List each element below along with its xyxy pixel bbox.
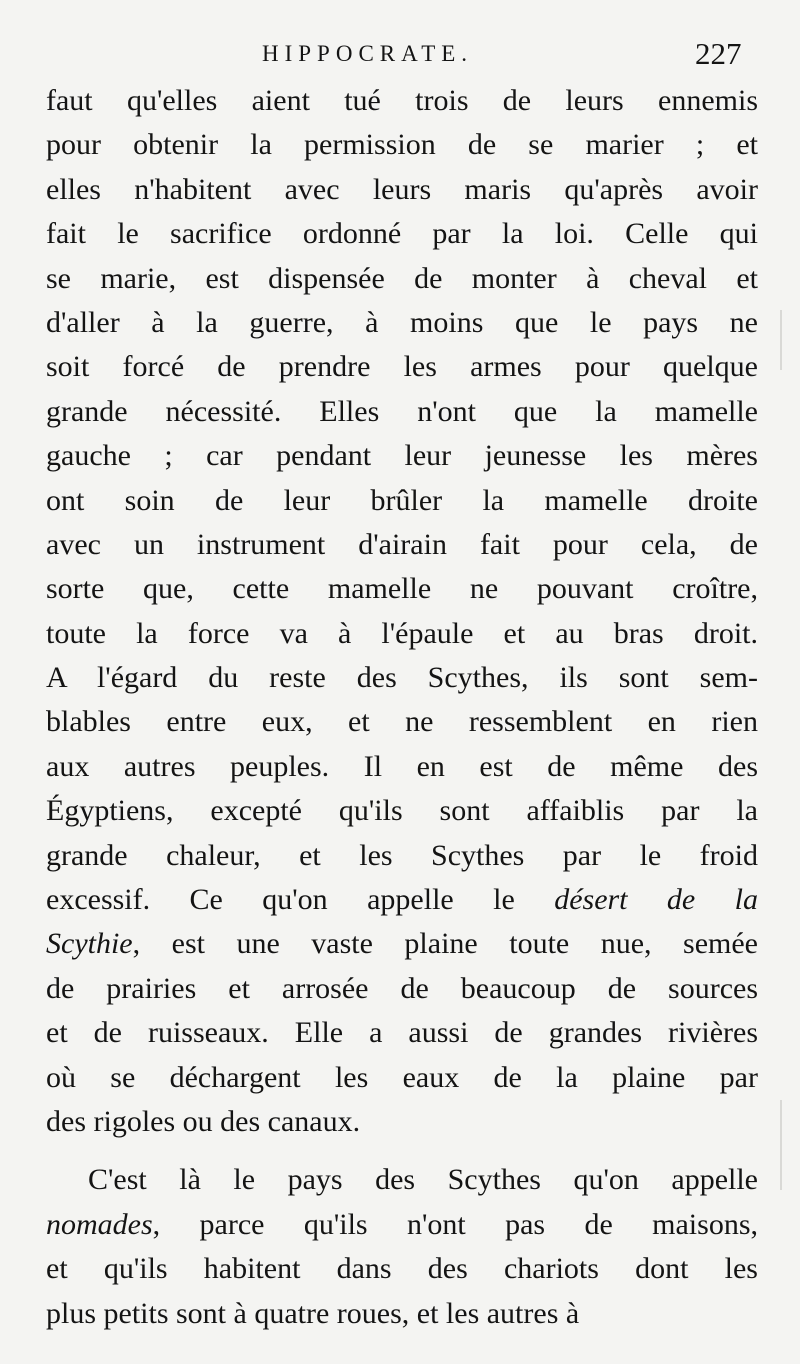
text-line (46, 612, 758, 656)
text-line (46, 1158, 758, 1202)
italic-text: Scythie (46, 927, 133, 961)
text-line (46, 1292, 758, 1336)
body-text (46, 79, 758, 1336)
margin-shadow (780, 310, 782, 370)
paragraph-gap (46, 1144, 758, 1158)
text-line (46, 1011, 758, 1055)
text-line (46, 878, 758, 922)
text-run: fait le sacrifice ordonné par la loi. Celle qui (46, 217, 758, 251)
italic-text: désert de la (554, 883, 758, 917)
text-run: gauche ; car pendant leur jeunesse les mères (46, 439, 758, 473)
text-line (46, 390, 758, 434)
text-line (46, 789, 758, 833)
text-run: se marie, est dispensée de monter à cheval et (46, 261, 758, 295)
text-line (46, 1203, 758, 1247)
text-line (46, 834, 758, 878)
text-run: sorte que, cette mamelle ne pouvant croître, (46, 572, 758, 606)
text-run: grande chaleur, et les Scythes par le froid (46, 838, 758, 872)
text-line (46, 922, 758, 966)
text-line (46, 212, 758, 256)
running-header (0, 34, 800, 74)
text-line (46, 79, 758, 123)
text-run: avec un instrument d'airain fait pour cela, de (46, 527, 758, 561)
text-run: grande nécessité. Elles n'ont que la mamelle (46, 394, 758, 428)
text-run: blables entre eux, et ne ressemblent en rien (46, 705, 758, 739)
text-run: des rigoles ou des canaux. (46, 1104, 361, 1138)
margin-shadow (780, 1100, 782, 1190)
text-run: excessif. Ce qu'on appelle le (46, 883, 555, 917)
text-run: toute la force va à l'épaule et au bras droit. (46, 616, 758, 650)
text-line (46, 301, 758, 345)
text-run: soit forcé de prendre les armes pour quelque (46, 350, 758, 384)
text-line (46, 1100, 758, 1144)
text-line (46, 523, 758, 567)
text-line (46, 967, 758, 1011)
text-line (46, 656, 758, 700)
running-title: HIPPOCRATE. (262, 41, 474, 66)
text-line (46, 434, 758, 478)
paragraph (46, 1158, 758, 1336)
text-run: où se déchargent les eaux de la plaine par (46, 1060, 758, 1094)
text-line (46, 257, 758, 301)
text-run: Égyptiens, excepté qu'ils sont affaiblis par la (46, 794, 758, 828)
text-run: aux autres peuples. Il en est de même des (46, 749, 758, 783)
text-run: , parce qu'ils n'ont pas de maisons, (152, 1207, 758, 1241)
text-line (46, 345, 758, 389)
text-line (46, 1247, 758, 1291)
paragraph (46, 79, 758, 1144)
text-run: ont soin de leur brûler la mamelle droite (46, 483, 758, 517)
text-run: faut qu'elles aient tué trois de leurs ennemis (46, 84, 758, 117)
text-line (46, 479, 758, 523)
text-run: et qu'ils habitent dans des chariots dont les (46, 1252, 758, 1286)
text-line (46, 745, 758, 789)
text-run: elles n'habitent avec leurs maris qu'après avoir (46, 172, 758, 206)
text-run: , est une vaste plaine toute nue, semée (132, 927, 758, 961)
text-run: d'aller à la guerre, à moins que le pays ne (46, 305, 758, 339)
text-run: plus petits sont à quatre roues, et les autres à (46, 1296, 580, 1330)
text-run: de prairies et arrosée de beaucoup de sources (46, 971, 758, 1005)
text-run: pour obtenir la permission de se marier ; et (46, 128, 758, 162)
page-number: 227 (695, 36, 742, 71)
text-run: et de ruisseaux. Elle a aussi de grandes rivières (46, 1016, 758, 1050)
text-run: A l'égard du reste des Scythes, ils sont sem- (46, 661, 758, 695)
text-line (46, 700, 758, 744)
text-line (46, 123, 758, 167)
text-line (46, 567, 758, 611)
text-run: C'est là le pays des Scythes qu'on appelle (88, 1163, 758, 1197)
text-line (46, 1056, 758, 1100)
italic-text: nomades (46, 1207, 153, 1241)
text-line (46, 168, 758, 212)
